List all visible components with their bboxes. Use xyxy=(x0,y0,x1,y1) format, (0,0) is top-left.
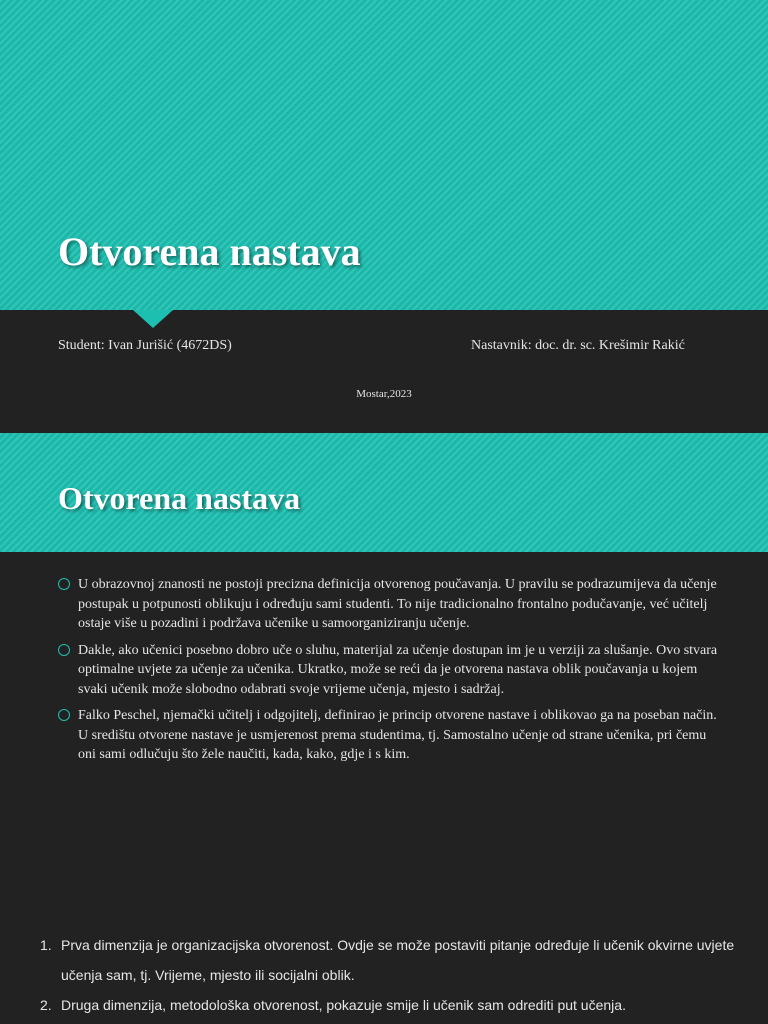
list-item xyxy=(40,990,740,1020)
slide1-notch-icon xyxy=(133,310,173,328)
list-number: 2. xyxy=(40,997,52,1013)
list-text: Prva dimenzija je organizacijska otvorenost. Ovdje se može postaviti pitanje određuje li učenik okvirne uvjete učenja sam, tj. Vrijeme, mjesto ili socijalni oblik. xyxy=(61,937,735,983)
slide1-body xyxy=(0,310,768,433)
numbered-list xyxy=(40,930,740,1020)
slide1-title: Otvorena nastava xyxy=(58,229,361,274)
list-item xyxy=(58,641,718,700)
slide2-title: Otvorena nastava xyxy=(58,480,301,516)
circle-outline-icon xyxy=(58,644,70,656)
list-item xyxy=(40,930,740,990)
list-number: 1. xyxy=(40,937,52,953)
list-text: Druga dimenzija, metodološka otvorenost, pokazuje smije li učenik sam odrediti put učenja. xyxy=(61,997,626,1013)
list-item xyxy=(58,706,718,765)
bullet-list xyxy=(58,575,718,772)
bullet-text: Falko Peschel, njemački učitelj i odgojitelj, definirao je princip otvorene nastave i oblikovao ga na poseban način. U središtu otvorene nastave je usmjerenost prema studentima, tj. Samostalno učenje od strane učenika, pri čemu oni sami odlučuju što žele naučiti, kada, kako, gdje i s kim. xyxy=(78,708,717,762)
teacher-info: Nastavnik: doc. dr. sc. Krešimir Rakić xyxy=(471,338,685,353)
bullet-text: U obrazovnoj znanosti ne postoji precizna definicija otvorenog poučavanja. U pravilu se podrazumijeva da učenje postupak u potpunosti oblikuju i određuju sami studenti. To nije tradicionalno frontalno podučavanje, već učitelj ostaje više u pozadini i podržava učenike u samoorganiziranju učenje. xyxy=(78,577,717,631)
circle-outline-icon xyxy=(58,709,70,721)
bullet-text: Dakle, ako učenici posebno dobro uče o sluhu, materijal za učenje dostupan im je u verziji za slušanje. Ovo stvara optimalne uvjete za učenje za učenika. Ukratko, može se reći da je otvorena nastava oblik poučavanja u kojem svaki učenik može slobodno odabrati svoje vrijeme učenja, mjesto i sadržaj. xyxy=(78,642,718,697)
circle-outline-icon xyxy=(58,578,70,590)
student-info: Student: Ivan Jurišić (4672DS) xyxy=(58,338,232,353)
place-year: Mostar,2023 xyxy=(356,388,412,400)
list-item xyxy=(58,575,718,634)
